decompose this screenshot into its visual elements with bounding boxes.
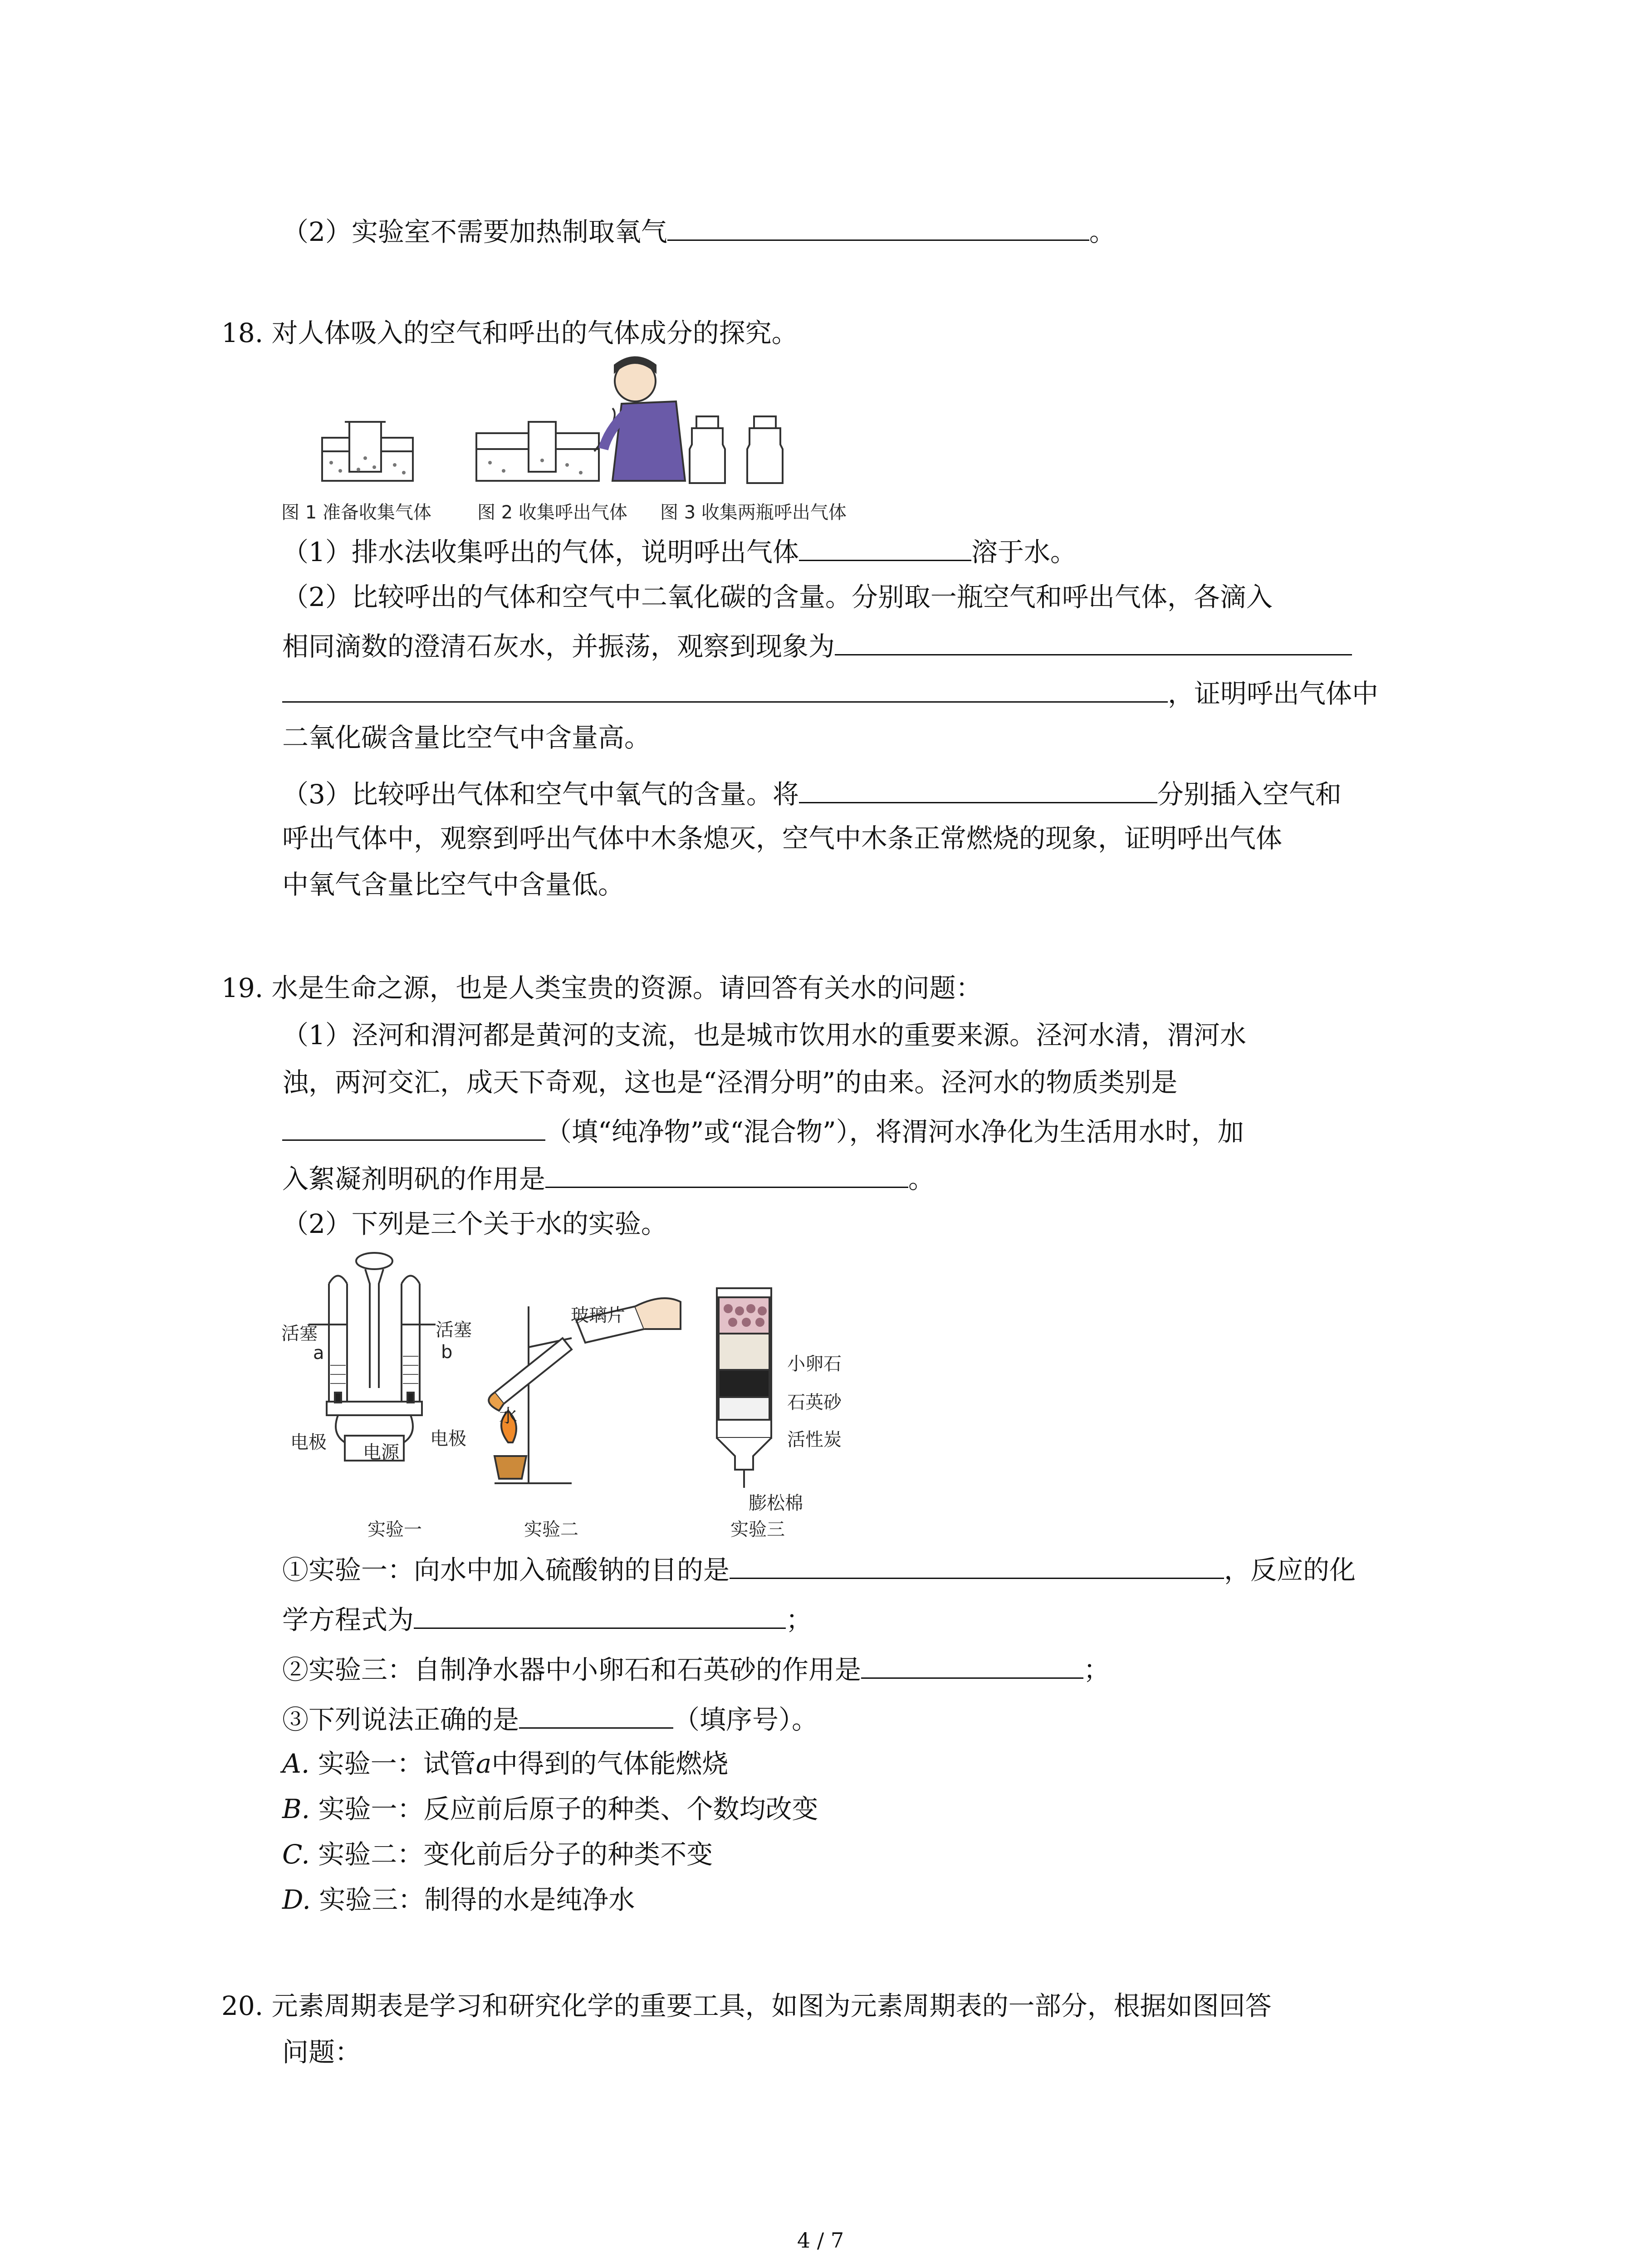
label-pebble: 小卵石	[787, 1354, 842, 1374]
answer-blank[interactable]	[799, 533, 971, 561]
label-stopcock-right: 活塞	[436, 1320, 472, 1340]
answer-blank[interactable]	[414, 1601, 786, 1629]
q19-option-c: C. 实验二：变化前后分子的种类不变	[282, 1839, 713, 1870]
label-quartz: 石英砂	[787, 1392, 842, 1413]
filter-apparatus	[717, 1288, 771, 1488]
q19-sub2: ②实验三：自制净水器中小卵石和石英砂的作用是 ；	[282, 1651, 1110, 1686]
q19-sub1-line1: ①实验一：向水中加入硫酸钠的目的是 ，反应的化	[282, 1551, 1356, 1586]
q18-part2-line3: ，证明呼出气体中	[282, 675, 1378, 710]
label-electrode-left: 电极	[290, 1432, 327, 1453]
label-water: 水	[499, 1406, 517, 1427]
answer-blank[interactable]	[519, 1701, 673, 1729]
q19-part1-line1: （1）泾河和渭河都是黄河的支流，也是城市饮用水的重要来源。泾河水清，渭河水	[282, 1020, 1246, 1051]
breath-collection-figure	[277, 354, 867, 508]
q18-part2-line1: （2）比较呼出的气体和空气中二氧化碳的含量。分别取一瓶空气和呼出气体，各滴入	[282, 582, 1273, 612]
q19-part2: （2）下列是三个关于水的实验。	[282, 1208, 667, 1239]
q18-stem: 18. 对人体吸入的空气和呼出的气体成分的探究。	[221, 318, 798, 348]
fig1-trough	[322, 422, 413, 481]
label-glass: 玻璃片	[571, 1305, 625, 1326]
label-exp2: 实验二	[524, 1519, 578, 1540]
q18-part3-line2: 呼出气体中，观察到呼出气体中木条熄灭，空气中木条正常燃烧的现象，证明呼出气体	[282, 823, 1283, 854]
fig3-caption: 图 3 收集两瓶呼出气体	[660, 502, 847, 523]
label-cotton: 膨松棉	[749, 1493, 803, 1514]
q19-part1-line3: （填“纯净物”或“混合物”），将渭河水净化为生活用水时，加	[282, 1113, 1244, 1148]
q18-part2-line2: 相同滴数的澄清石灰水，并振荡，观察到现象为	[282, 628, 1352, 663]
answer-blank[interactable]	[282, 1113, 545, 1141]
q18-part2-line4: 二氧化碳含量比空气中含量高。	[282, 722, 651, 753]
label-carbon: 活性炭	[787, 1429, 842, 1450]
answer-blank[interactable]	[799, 776, 1157, 803]
q17-part2: （2）实验室不需要加热制取氧气 。	[282, 213, 1116, 248]
q19-option-d: D. 实验三：制得的水是纯净水	[282, 1884, 635, 1915]
q18-part1: （1）排水法收集呼出的气体，说明呼出气体 溶于水。	[282, 533, 1077, 568]
answer-blank[interactable]	[545, 1160, 908, 1188]
answer-blank[interactable]	[730, 1551, 1224, 1579]
fig3-two-bottles	[690, 416, 783, 483]
q19-option-b: B. 实验一：反应前后原子的种类、个数均改变	[282, 1794, 818, 1824]
q20-stem-line2: 问题：	[282, 2037, 362, 2068]
answer-blank[interactable]	[282, 675, 1168, 703]
label-exp3: 实验三	[730, 1519, 785, 1540]
answer-blank[interactable]	[861, 1651, 1083, 1679]
fig1-caption: 图 1 准备收集气体	[281, 502, 431, 523]
answer-blank[interactable]	[667, 213, 1089, 241]
q19-sub3: ③下列说法正确的是 （填序号）。	[282, 1701, 818, 1736]
answer-blank[interactable]	[835, 628, 1352, 655]
label-exp1: 实验一	[367, 1519, 422, 1540]
q19-sub1-line2: 学方程式为 ；	[282, 1601, 812, 1636]
fig2-caption: 图 2 收集呼出气体	[477, 502, 627, 523]
q19-part1-line2: 浊，两河交汇，成天下奇观，这也是“泾渭分明”的由来。泾河水的物质类别是	[282, 1067, 1178, 1098]
q18-part3-line3: 中氧气含量比空气中含量低。	[282, 869, 625, 900]
q19-part1-line4: 入絮凝剂明矾的作用是 。	[282, 1160, 935, 1195]
q19-stem: 19. 水是生命之源，也是人类宝贵的资源。请回答有关水的问题：	[221, 973, 982, 1003]
electrolysis-apparatus	[309, 1253, 436, 1461]
label-electrode-right: 电极	[430, 1428, 466, 1449]
q19-option-a: A. 实验一：试管a中得到的气体能燃烧	[282, 1748, 729, 1779]
label-power: 电源	[363, 1442, 399, 1463]
label-tube-a: a	[313, 1343, 324, 1364]
label-tube-b: b	[441, 1342, 453, 1363]
label-stopcock-left: 活塞	[281, 1323, 318, 1344]
page-number: 4 / 7	[797, 2228, 844, 2253]
fig2-person-blowing	[476, 357, 685, 481]
q18-part3-line1: （3）比较呼出气体和空气中氧气的含量。将 分别插入空气和	[282, 776, 1342, 811]
q20-stem: 20. 元素周期表是学习和研究化学的重要工具，如图为元素周期表的一部分，根据如图回答	[221, 1990, 1272, 2021]
